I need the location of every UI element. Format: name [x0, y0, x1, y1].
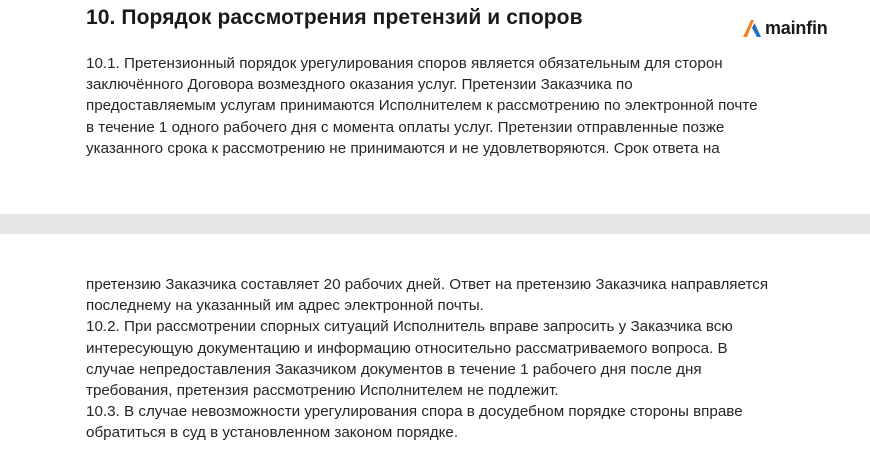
text-line-10-2: 10.2. При рассмотрении спорных ситуаций Исполнитель вправе запросить у Заказчика всю — [86, 318, 733, 336]
logo-wordmark: mainfin — [765, 17, 828, 38]
top-panel — [0, 0, 870, 214]
paragraph-10-1 — [86, 53, 758, 159]
text-line: интересующую документацию и информацию относительно рассматриваемого вопроса. В — [86, 339, 728, 357]
text-line: случае непредоставления Заказчиком документов в течение 1 рабочего дня после дня — [86, 360, 702, 378]
text-line-10-3: 10.3. В случае невозможности урегулирования спора в досудебном порядке стороны вправе — [86, 403, 743, 421]
text-line: требования, претензия рассмотрению Исполнителем не подлежит. — [86, 382, 559, 400]
mainfin-logo — [742, 16, 828, 40]
text-line: в течение 1 одного рабочего дня с момента оплаты услуг. Претензии отправленные позже — [86, 118, 725, 136]
text-line: предоставляемым услугам принимаются Исполнителем к рассмотрению по электронной почте — [86, 97, 758, 115]
page-divider — [0, 214, 870, 234]
bottom-panel — [0, 234, 870, 476]
text-line: указанного срока к рассмотрению не принимаются и не удовлетворяются. Срок ответа на — [86, 139, 720, 157]
mainfin-logo-icon — [742, 18, 764, 38]
section-heading: 10. Порядок рассмотрения претензий и споров — [86, 6, 583, 29]
text-line: обратиться в суд в установленном законом порядке. — [86, 424, 459, 442]
paragraph-continuation — [86, 274, 768, 444]
text-line: заключённого Договора возмездного оказания услуг. Претензии Заказчика по — [86, 76, 633, 94]
text-line: 10.1. Претензионный порядок урегулирования споров является обязательным для сторон — [86, 55, 723, 72]
text-line: претензию Заказчика составляет 20 рабочих дней. Ответ на претензию Заказчика направляется — [86, 276, 769, 293]
text-line: последнему на указанный им адрес электронной почты. — [86, 297, 484, 315]
